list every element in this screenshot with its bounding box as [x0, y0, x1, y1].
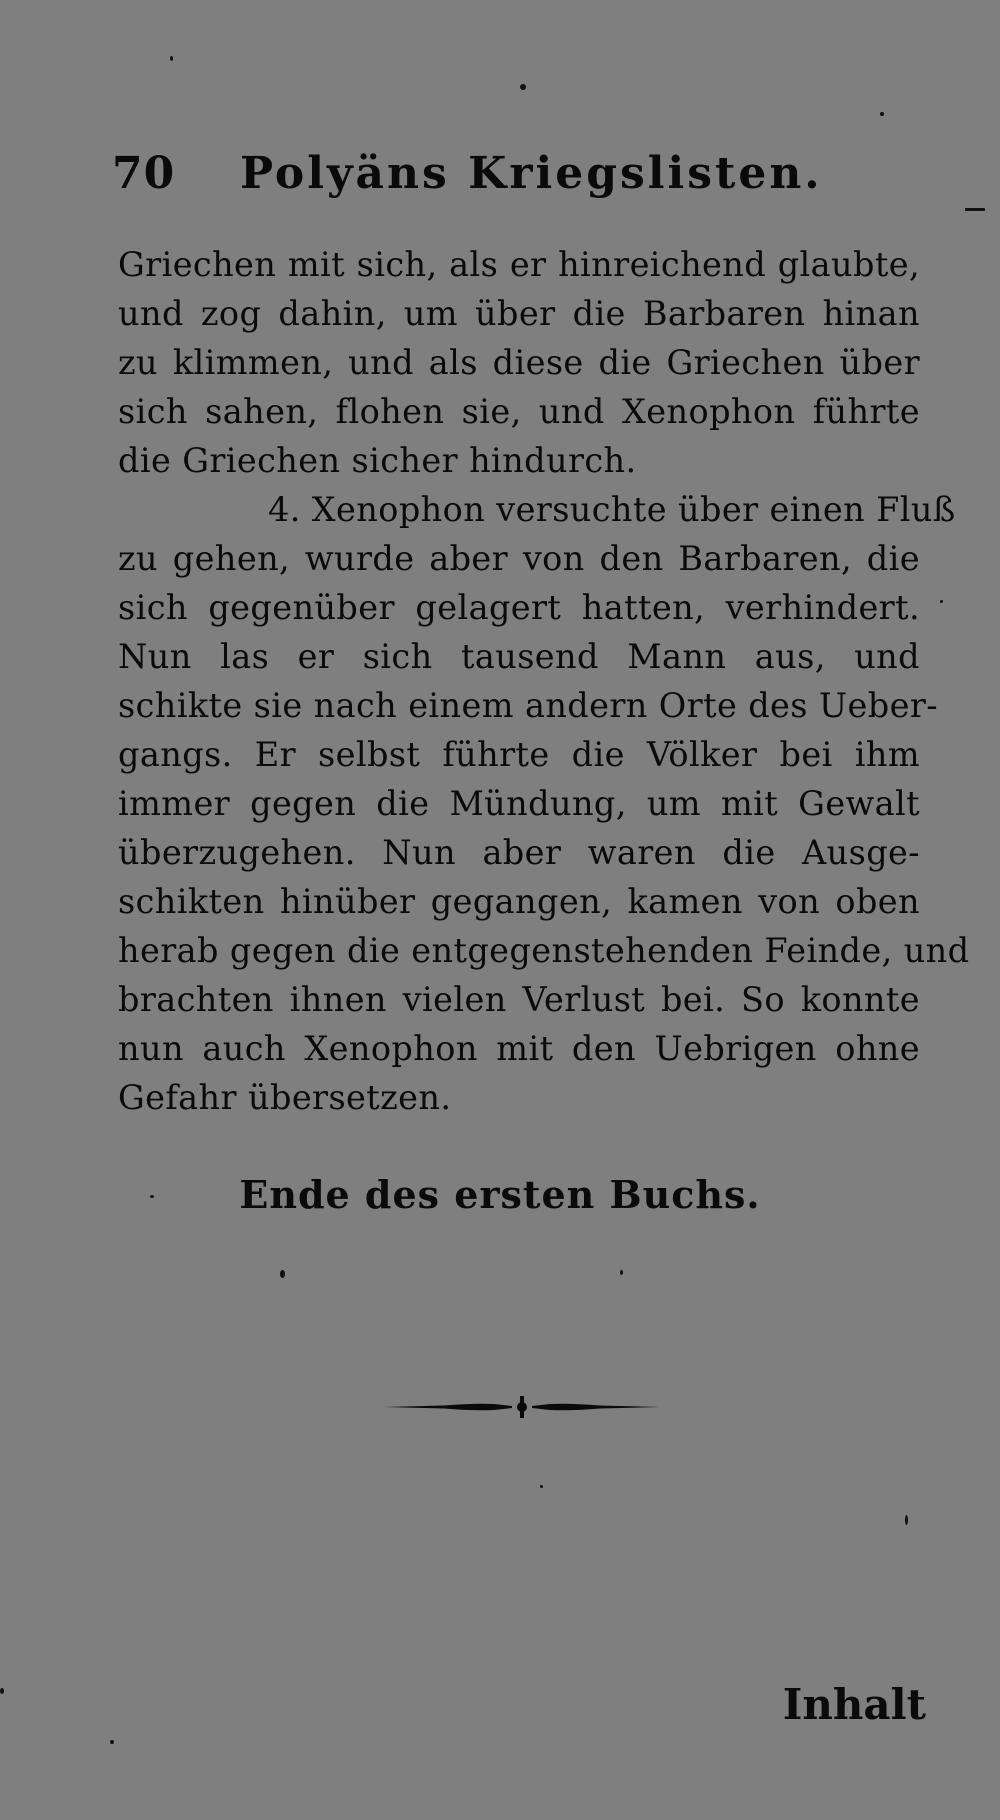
text-line: zu klimmen, und als diese die Griechen über	[118, 343, 920, 382]
text-line: gangs. Er selbst führte die Völker bei ihm	[118, 735, 920, 774]
text-line: und zog dahin, um über die Barbaren hinan	[118, 294, 920, 333]
text-line: Gefahr übersetzen.	[118, 1078, 452, 1117]
print-speck	[880, 112, 884, 116]
print-speck	[520, 84, 526, 90]
text-line: schikte sie nach einem andern Orte des Ueber-	[118, 686, 938, 725]
text-line: sich sahen, flohen sie, und Xenophon führte	[118, 392, 920, 431]
text-line: immer gegen die Mündung, um mit Gewalt	[118, 784, 920, 823]
text-line: Nun las er sich tausend Mann aus, und	[118, 637, 920, 676]
running-title: Polyäns Kriegslisten.	[240, 148, 823, 199]
page-header	[112, 148, 912, 208]
print-speck	[540, 1485, 543, 1488]
ornament-rule	[384, 1392, 660, 1422]
catchword: Inhalt	[782, 1680, 926, 1729]
end-of-book-note: Ende des ersten Buchs.	[239, 1172, 761, 1217]
print-speck	[150, 1195, 154, 1198]
print-speck	[965, 208, 985, 211]
print-speck	[170, 56, 173, 61]
text-line: sich gegenüber gelagert hatten, verhindert.	[118, 588, 920, 627]
print-speck	[280, 1270, 285, 1278]
text-line: Griechen mit sich, als er hinreichend glaubte,	[118, 245, 920, 284]
paragraph-start-line: 4. Xenophon versuchte über einen Fluß	[268, 490, 956, 529]
print-speck	[620, 1270, 623, 1275]
text-line: überzugehen. Nun aber waren die Ausge-	[118, 833, 920, 872]
text-line: schikten hinüber gegangen, kamen von oben	[118, 882, 920, 921]
print-speck	[0, 1688, 4, 1694]
print-speck	[905, 1515, 908, 1525]
page-number: 70	[112, 148, 176, 199]
text-line: brachten ihnen vielen Verlust bei. So konnte	[118, 980, 920, 1019]
text-line: zu gehen, wurde aber von den Barbaren, die	[118, 539, 920, 578]
print-speck	[940, 600, 943, 603]
text-line: nun auch Xenophon mit den Uebrigen ohne	[118, 1029, 920, 1068]
print-speck	[110, 1740, 114, 1744]
text-line: die Griechen sicher hindurch.	[118, 441, 637, 480]
text-line: herab gegen die entgegenstehenden Feinde, und	[118, 931, 970, 970]
